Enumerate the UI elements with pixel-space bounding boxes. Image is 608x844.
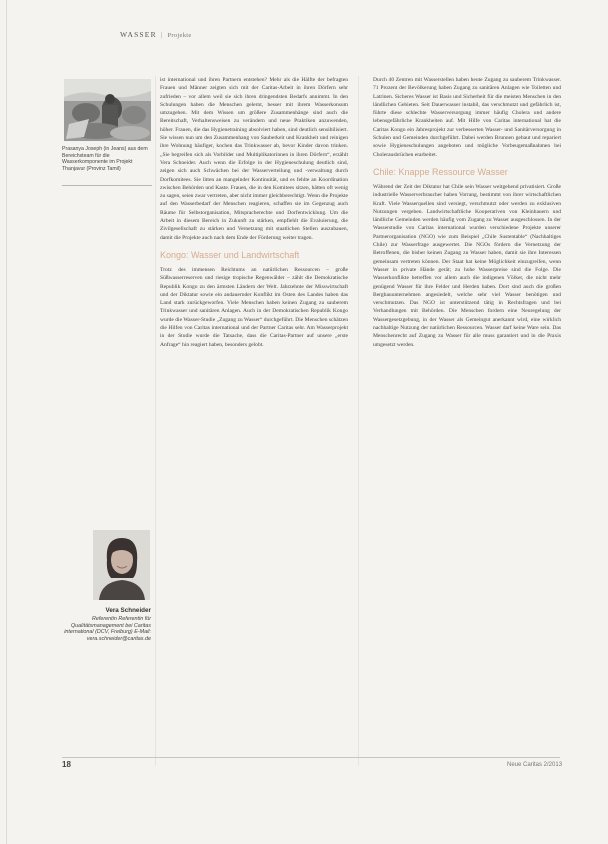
author-name: Vera Schneider	[105, 607, 151, 614]
body-paragraph: Während der Zeit der Diktatur hat Chile sein Wasser weitgehend privatisiert. Große industrielle Wasserverbraucher haben Vorrang, bestimmt von ihrer wirtschaftlichen Kraft. Viele Wasserquellen sind versiegt, verschmutzt oder werden zu exklusiven Nutzungen vergeben. Landwirtschaftliche Kooperativen von Kleinbauern und ländliche Gemeinden werden häufig vom Zugang zu Wasser ausgeschlossen. In der Wasserstudie von Caritas international wurden verschiedene Projekte unserer Partnerorganisation (NGO) wie zum Beispiel „Chile Sustentable“ (Nachhaltiges Chile) zur Wasserfrage ausgewertet. Die NGOs fördern die Vernetzung der Betroffenen, die bisher keinen Zugang zu Wasser haben, damit sie ihre Interessen gemeinsam vertreten können. Der Staat hat keine Möglichkeit einzugreifen, wenn Wasser in private Hände gerät; zu hohe Wasserpreise sind die Folge. Die Wasserkonflikte betreffen vor allem auch die indigenen Völker, die nicht mehr genügend Wasser für ihre Felder und Herden haben. Dort sind auch die großen Bergbauunternehmen angesiedelt, welche sehr viel Wasser benötigen und verschmutzen. Das NGO ist unterstützend tätig in Rechtsfragen und bei Verhandlungen mit Behörden. Die Menschen fordern eine Neuregelung der Wassergesetzgebung, in der Wasser als Gemeingut anerkannt wird, eine wirklich nachhaltige Nutzung der natürlichen Ressourcen. Wasser darf keine Ware sein. Das Menschenrecht auf Zugang zu Wasser für alle muss garantiert und in die Praxis umgesetzt werden.	[373, 183, 561, 348]
field-photo	[64, 79, 151, 141]
section-heading: Chile: Knappe Ressource Wasser	[373, 166, 508, 177]
body-paragraph: ist international und ihren Partnern entstehen? Mehr als die Hälfte der befragten Frauen und Männer zeigten sich mit der Caritas-Arbeit in ihren Dörfern sehr zufrieden – vor allem weil sie sich ihren dringendsten Bedarfs annimmt. In den Schulungen haben die Menschen gelernt, besser mit ihrem Wasserkonsum umzugehen. Mit dem Wissen um größere Zusammenhänge sind auch die Bereitschaft, Verhaltensweisen zu verändern und neue Praktiken anzuwenden, höher. Frauen, die das Hygienetraining absolviert haben, sind deutlich sensibilisiert. Sie wissen nun um den Zusammenhang von Sauberkeit und Krankheit und reinigen ihre Wohnung häufiger, kochen das Trinkwasser ab, bevor Kinder davon trinken. „Sie begreifen sich als Vorbilder und Multiplikatorinnen in ihren Dörfern“, erzählt Vera Schneider. Auch wenn die Erfolge in der Hygieneschulung deutlich sind, zeigen sich auch Schwächen bei der Wasserverteilung und -verwaltung durch Dorfkomitees. Sie litten an mangelnder Kontinuität, und es fehlte an Koordination zwischen Behörden und Kaste. Frauen, die in den Komitees sitzen, hätten oft wenig zu sagen, seien zwar vertreten, aber nicht immer gleichberechtigt. Wenn die Projekte auf den Wasserbedarf der Menschen reagieren, schaffen sie im Gegenzug auch Räume für Selbstorganisation, Mitspracherechte und Dorfentwicklung. Um die Arbeit in diesem Bereich in Zukunft zu stärken, empfiehlt die Evaluierung, die Zivilgesellschaft zu stärken und Vernetzung mit staatlichen Stellen auszubauen, damit die Projekte auch nach dem Ende der Förderung weiter tragen.	[160, 77, 348, 241]
section-heading: Kongo: Wasser und Landwirtschaft	[160, 249, 300, 260]
text-column-2	[373, 76, 561, 349]
text-column-1	[160, 76, 348, 349]
column-rule-right	[358, 76, 359, 766]
page-number: 18	[62, 760, 71, 769]
running-header	[120, 30, 192, 39]
footer-rule	[62, 757, 560, 758]
body-paragraph: Durch 40 Zentren mit Wasserstellen haben heute Zugang zu sauberem Trinkwasser. 71 Prozent der Bevölkerung haben Zugang zu sanitären Anlagen wie Toiletten und Latrinen. Sicheres Wasser ist Basis und Sicherheit für die meisten Menschen in den ländlichen Gebieten. Seit Dauerwasser instabil, das verschmutzt und gefährlich ist, führte diese schlechte Wasserversorgung immer häufig Cholera und andere lebensgefährliche Krankheiten auf. Mit Hilfe von Caritas international hat die Caritas Kongo ein Jahresprojekt zur verbesserten Wasser- und Sanitärversorgung in Schulen und Gemeinden durchgeführt. Dabei werden Brunnen gebaut und repariert sowie Hygieneschulungen angeboten und mögliche Vorbeugemaßnahmen bei Cholerausbrüchen erarbeitet.	[373, 77, 561, 158]
author-block	[54, 608, 151, 643]
column-rule-left	[155, 76, 156, 766]
issue-label: Neue Caritas 2/2013	[507, 762, 563, 768]
page-edge	[6, 0, 7, 844]
body-paragraph: Trotz des immensen Reichtums an natürlichen Ressourcen – große Süßwasserreserven und riesige tropische Regenwälder – zählt die Demokratische Republik Kongo zu den ärmsten Ländern der Welt. Jahrzehnte der Misswirtschaft und der Diktatur sowie ein andauernder Konflikt im Osten des Landes haben das Land stark zurückgeworfen. Viele Menschen haben keinen Zugang zu sauberem Trinkwasser und sanitären Anlagen. Auch in der Demokratischen Republik Kongo wurde die Wasser-Studie „Zugang zu Wasser“ durchgeführt. Die Menschen schätzen die Hilfen von Caritas international und der Partner Caritas sehr. Am Wasserprojekt in der Studie wurde die Tatsache, dass die Caritas-Partner auf unsere „erste Anfrage“ hin reagiert haben, besonders gelobt.	[160, 266, 348, 348]
caption-rule	[62, 185, 152, 186]
author-portrait	[93, 530, 150, 600]
photo-caption: Prasanya Joseph (in Jeans) aus dem Bereichsteam für die Wasserkomponente im Projekt Thanjavur (Provinz Tamil)	[62, 146, 148, 172]
magazine-title: WASSER	[120, 30, 157, 39]
author-bio: Referentin Referentin für Qualitätsmanagement bei Caritas international (DCV, Freiburg) E-Mail: vera.schneider@caritas.de	[64, 615, 151, 643]
section-label: Projekte	[167, 32, 192, 39]
header-separator: |	[160, 30, 164, 39]
